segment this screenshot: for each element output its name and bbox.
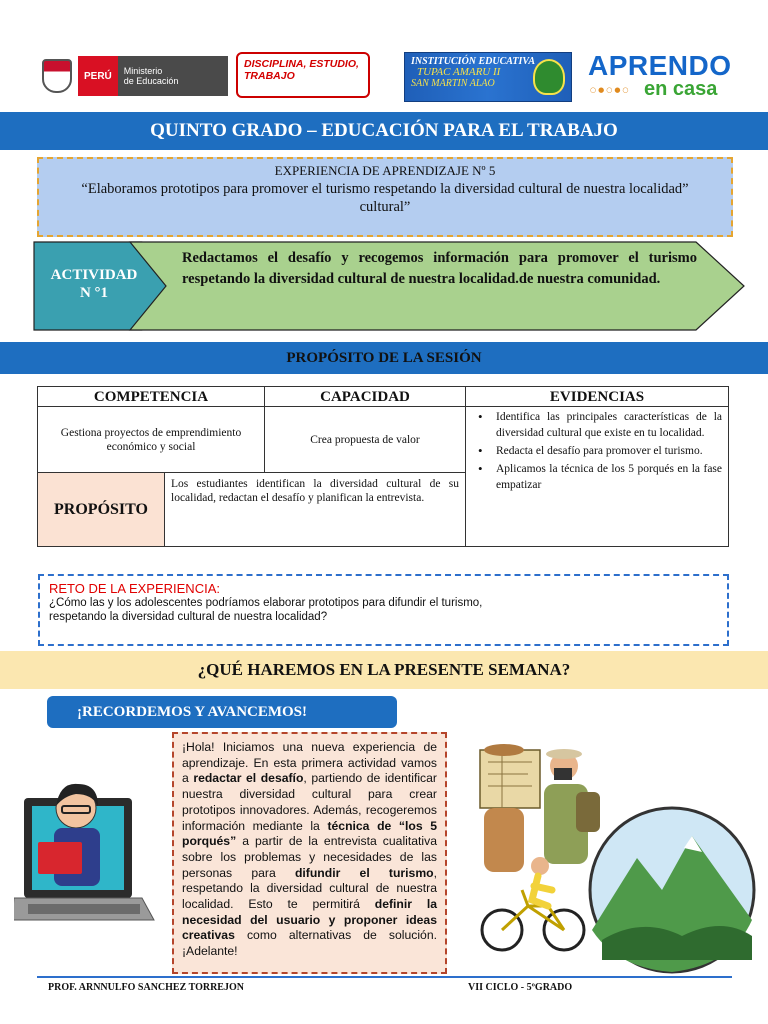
activity-banner [32, 240, 748, 332]
header-capacidad-label: CAPACIDAD [320, 388, 410, 405]
institution-banner [404, 52, 572, 102]
intro-text-box [172, 732, 447, 974]
map-paper [480, 750, 540, 808]
activity-label-line1: ACTIVIDAD [50, 267, 138, 283]
experience-box [37, 157, 733, 237]
table-row [38, 407, 729, 473]
intro-bold-1: redactar el desafío [193, 771, 304, 786]
intro-bold-4: definir la necesidad del usuario y proponer ideas creativas [182, 897, 437, 943]
proposito-label: PROPÓSITO [38, 473, 165, 547]
ministry-line2: de Educación [123, 76, 179, 86]
intro-text-5: como alternativas de solución. ¡Adelante! [182, 928, 437, 959]
laptop-keyboard [28, 904, 140, 914]
header-evidencias-label: EVIDENCIAS [549, 388, 645, 405]
intro-bold-3: difundir el turismo [294, 865, 434, 880]
experience-title: “Elaboramos prototipos para promover el turismo respetando la diversidad cultural de nuestra localidad” [81, 181, 689, 197]
intro-text-4: , respetando la diversidad cultural de nuestra localidad. Esto te permitirá [182, 865, 437, 912]
activity-label [36, 266, 152, 302]
cyclist-head [531, 857, 549, 875]
tourism-illustration [452, 740, 762, 974]
grade-title: QUINTO GRADO – EDUCACIÓN PARA EL TRABAJO [0, 112, 768, 150]
competencia-cell: Gestiona proyectos de emprendimiento económico y social [38, 407, 265, 473]
challenge-line1: ¿Cómo las y los adolescentes podríamos elaborar prototipos para difundir el turismo, [49, 597, 483, 609]
challenge-title: RETO DE LA EXPERIENCIA: [49, 581, 220, 596]
hat-left [484, 744, 524, 756]
list-item: • Aplicamos la técnica de los 5 porqués en la fase empatizar [474, 461, 722, 493]
motto-line1: DISCIPLINA, ESTUDIO, [244, 58, 359, 70]
ministry-label [118, 56, 228, 96]
proposito-text: Los estudiantes identifican la diversidad cultural de su localidad, redactan el desafío y planifican la entrevista. [165, 473, 466, 547]
footer-divider [37, 976, 732, 978]
aprendo-en-casa-logo [588, 52, 733, 102]
header-capacidad [265, 387, 466, 407]
ministry-line1: Ministerio [123, 66, 163, 76]
intro-bold-2: técnica de “los 5 porqués” [182, 818, 437, 849]
table-header-row [38, 387, 729, 407]
motto-line2: TRABAJO [244, 70, 295, 82]
intro-text-3: a partir de la entrevista cualitativa sobre los problemas y necesidades de las personas para [182, 834, 437, 880]
activity-label-line2: N °1 [79, 285, 109, 301]
recordemos-banner: ¡RECORDEMOS Y AVANCEMOS! [47, 696, 397, 728]
peru-label: PERÚ [78, 56, 118, 96]
brand-line2: en casa [644, 78, 718, 100]
tourist-left-body [484, 808, 524, 872]
school-motto [236, 52, 370, 98]
footer-teacher: PROF. ARNNULFO SANCHEZ TORREJON [48, 982, 244, 993]
experience-heading: EXPERIENCIA DE APRENDIZAJE Nº 5 [274, 163, 496, 178]
purpose-title: PROPÓSITO DE LA SESIÓN [0, 342, 768, 374]
activity-text: Redactamos el desafío y recogemos información para promover el turismo respetando la diversidad cultural de nuestra localidad.de nuestra comunidad. [182, 250, 697, 287]
institution-line2: TUPAC AMARU II [417, 66, 501, 78]
cyclist-body [532, 876, 552, 906]
coat-of-arms-icon [42, 59, 72, 93]
hat-right [546, 749, 582, 759]
institution-line1: INSTITUCIÓN EDUCATIVA [411, 56, 536, 67]
evidencias-list [474, 409, 722, 493]
experience-extra: cultural” [359, 199, 411, 215]
red-book [38, 842, 82, 874]
footer-cycle: VII CICLO - 5ºGRADO [468, 982, 573, 993]
evidencias-cell [466, 407, 729, 547]
decorative-dots-icon: ○●○●○ [590, 86, 631, 94]
header-competencia-label: COMPETENCIA [93, 388, 209, 405]
school-crest-icon [533, 59, 565, 95]
capacidad-cell: Crea propuesta de valor [265, 407, 466, 473]
challenge-box [38, 574, 729, 646]
ministry-logo [42, 56, 232, 96]
intro-text-1: ¡Hola! Iniciamos una nueva experiencia de aprendizaje. En esta primera actividad vamos a [182, 740, 437, 786]
week-title: ¿QUÉ HAREMOS EN LA PRESENTE SEMANA? [0, 651, 768, 689]
header-competencia [38, 387, 265, 407]
brand-line1: APRENDO [588, 50, 732, 81]
teacher-laptop-illustration [14, 770, 164, 940]
list-item: • Identifica las principales características de la diversidad cultural que existe en tu localidad. [474, 409, 722, 441]
header-evidencias [466, 387, 729, 407]
challenge-line2: respetando la diversidad cultural de nuestra localidad? [49, 611, 328, 623]
intro-text-2: , partiendo de identificar nuestra diversidad cultural para crear prototipos innovadores. Además, recogeremos información mediante la [182, 771, 437, 833]
camera [554, 768, 572, 780]
institution-line3: SAN MARTIN ALAO [411, 78, 495, 89]
list-item: • Redacta el desafío para promover el turismo. [474, 443, 722, 459]
backpack [576, 792, 600, 832]
competence-table [37, 386, 729, 547]
